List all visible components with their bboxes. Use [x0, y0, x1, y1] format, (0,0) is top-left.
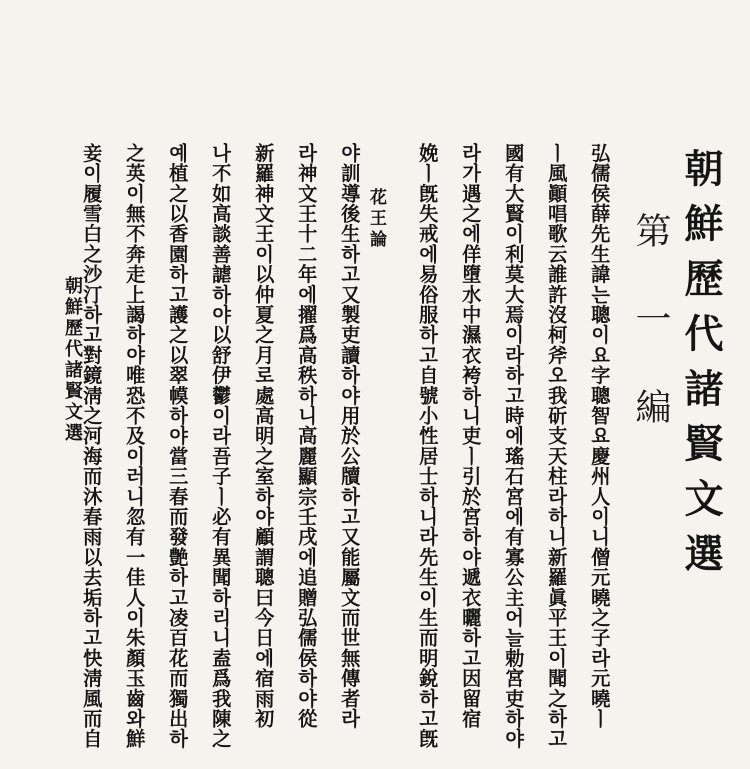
part-title: 第一編	[630, 212, 671, 476]
text-column: ㅣ風顚唱歌云誰許沒柯斧오我斫支天柱라하니新羅眞平王이聞之하고	[545, 143, 569, 749]
text-column: 新羅神文王이以仲夏之月로處高明之室하야顧謂聰曰今日에宿雨初	[252, 143, 276, 729]
text-column: 라神文王十二年에擢爲高秩하니高麗顯宗壬戌에追贈弘儒侯하야從	[295, 143, 319, 729]
text-column: 國有大賢이利莫大焉이라하고時에瑤石宮에有寡公主어늘勅宮吏하야	[502, 143, 526, 749]
text-column: 예植之以香園하고護之以翠幙하야當三春而發艶하고凌百花而獨出하	[166, 143, 190, 749]
section-title: 花王論	[366, 188, 386, 251]
text-column: 라가遇之에佯墮水中濕衣袴하니吏ㅣ引於宮하야遞衣曬하고因留宿	[459, 143, 483, 729]
book-title: 朝鮮歷代諸賢文選	[678, 148, 724, 588]
text-column: 나不如高談善謔하야以舒伊鬱이라吾子ㅣ必有異聞하리니盍爲我陳之	[209, 143, 233, 749]
text-column: 弘儒侯薛先生諱는聰이요字聰智요慶州人이니僧元曉之子라元曉ㅣ	[588, 143, 612, 729]
text-column: 之英이無不奔走上謁하야唯恐不及이러니忽有一佳人이朱顏玉齒와鮮	[123, 143, 147, 749]
running-head: 朝鮮歷代諸賢文選	[62, 276, 83, 444]
text-column: 妾이履雪白之沙汀하고對鏡淸之河海而沐春雨以去垢하고快淸風而自	[80, 143, 104, 749]
text-column: 娩ㅣ旣失戒에易俗服하고自號小性居士하니라先生이生而明銳하고旣	[416, 143, 440, 749]
text-column: 야訓導後生하고又製吏讀하야用於公牘하고又能屬文而世無傳者라	[338, 143, 362, 729]
